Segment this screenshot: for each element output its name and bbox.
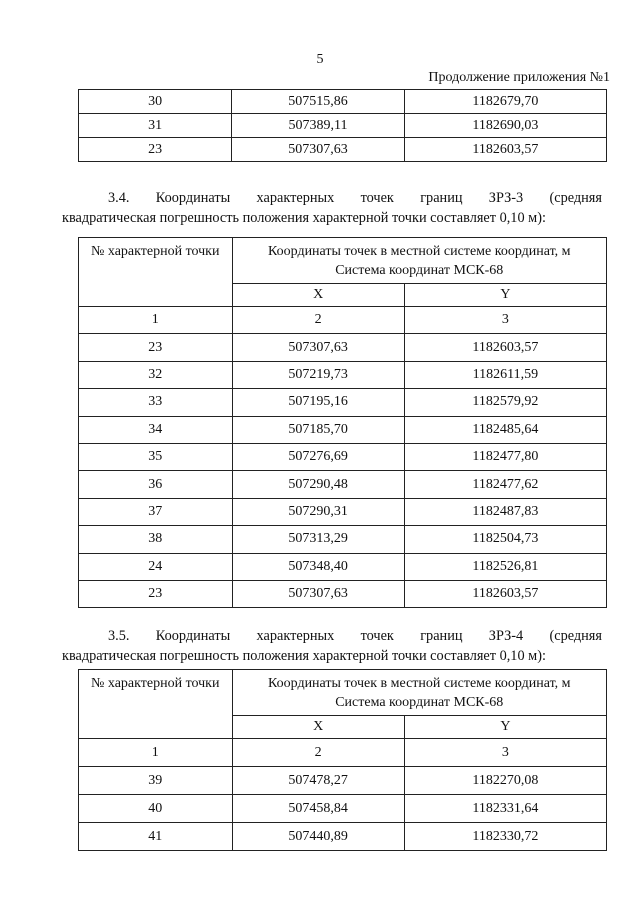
x-coordinate-cell: 507307,63	[232, 580, 404, 607]
zrz4-table-body	[79, 739, 607, 851]
coordinates-table-continued	[78, 89, 607, 162]
x-coordinate-cell: 507478,27	[232, 767, 404, 795]
header-coordinates-line1: Координаты точек в местной системе координат, м	[267, 243, 571, 259]
y-coordinate-cell: 1182477,80	[404, 443, 606, 470]
section-3-5-intro-line2: квадратическая погрешность положения характерной точки составляет 0,10 м):	[62, 648, 546, 664]
y-coordinate-cell: 1182504,73	[404, 526, 606, 553]
point-number-cell: 41	[79, 823, 233, 851]
x-coordinate-cell: 507219,73	[232, 361, 404, 388]
table-row	[79, 767, 607, 795]
point-number-cell: 30	[79, 90, 232, 114]
table-row	[79, 553, 607, 580]
intro-word: Координаты	[155, 190, 231, 206]
point-number-cell: 40	[79, 795, 233, 823]
header-coordinates-line1: Координаты точек в местной системе координат, м	[267, 675, 571, 691]
y-coordinate-cell: 1182331,64	[404, 795, 606, 823]
intro-word: ЗРЗ-4	[488, 628, 524, 644]
y-coordinate-cell: 1182477,62	[404, 471, 606, 498]
y-coordinate-cell: 1182579,92	[404, 389, 606, 416]
coordinates-table-body	[79, 90, 607, 162]
intro-word: 3.5.	[108, 628, 130, 644]
x-coordinate-cell: 507440,89	[232, 823, 404, 851]
section-3-4-intro-line1	[62, 188, 602, 208]
point-number-cell: 36	[79, 471, 233, 498]
table-row	[79, 498, 607, 525]
table-row	[79, 823, 607, 851]
x-coordinate-cell: 2	[232, 739, 404, 767]
intro-word: точек	[360, 628, 394, 644]
intro-word: Координаты	[155, 628, 231, 644]
x-coordinate-cell: 507348,40	[232, 553, 404, 580]
intro-word: (средняя	[549, 190, 602, 206]
x-coordinate-cell: 507195,16	[232, 389, 404, 416]
header-x: X	[232, 716, 404, 739]
y-coordinate-cell: 1182679,70	[404, 90, 606, 114]
y-coordinate-cell: 1182611,59	[404, 361, 606, 388]
y-coordinate-cell: 1182485,64	[404, 416, 606, 443]
table-row	[79, 334, 607, 361]
x-coordinate-cell: 507458,84	[232, 795, 404, 823]
x-coordinate-cell: 507290,31	[232, 498, 404, 525]
header-x: X	[232, 284, 404, 307]
point-number-cell: 33	[79, 389, 233, 416]
intro-word: ЗРЗ-3	[488, 190, 524, 206]
continuation-label: Продолжение приложения №1	[428, 70, 610, 85]
table-row	[79, 389, 607, 416]
point-number-cell: 39	[79, 767, 233, 795]
x-coordinate-cell: 2	[232, 307, 404, 334]
y-coordinate-cell: 1182526,81	[404, 553, 606, 580]
header-coordinates-line2: Система координат МСК-68	[335, 694, 504, 710]
point-number-cell: 1	[79, 307, 233, 334]
x-coordinate-cell: 507276,69	[232, 443, 404, 470]
point-number-cell: 24	[79, 553, 233, 580]
table-row	[79, 138, 607, 162]
y-coordinate-cell: 1182270,08	[404, 767, 606, 795]
y-coordinate-cell: 1182487,83	[404, 498, 606, 525]
point-number-cell: 34	[79, 416, 233, 443]
y-coordinate-cell: 1182603,57	[404, 334, 606, 361]
intro-word: границ	[420, 628, 463, 644]
x-coordinate-cell: 507515,86	[232, 90, 404, 114]
section-3-5-intro	[62, 626, 602, 666]
zrz4-coordinates-table	[78, 669, 607, 851]
zrz3-table-body	[79, 307, 607, 608]
header-coordinates	[232, 670, 606, 716]
header-y: Y	[404, 284, 606, 307]
header-point-number: № характерной точки	[79, 238, 233, 307]
y-coordinate-cell: 1182330,72	[404, 823, 606, 851]
x-coordinate-cell: 507185,70	[232, 416, 404, 443]
section-3-4-intro-line2: квадратическая погрешность положения характерной точки составляет 0,10 м):	[62, 210, 546, 226]
y-coordinate-cell: 3	[404, 739, 606, 767]
table-row	[79, 795, 607, 823]
table-row	[79, 443, 607, 470]
y-coordinate-cell: 1182690,03	[404, 114, 606, 138]
x-coordinate-cell: 507290,48	[232, 471, 404, 498]
point-number-cell: 23	[79, 138, 232, 162]
point-number-cell: 23	[79, 334, 233, 361]
x-coordinate-cell: 507389,11	[232, 114, 404, 138]
point-number-cell: 38	[79, 526, 233, 553]
zrz3-coordinates-table	[78, 237, 607, 608]
section-3-4-intro	[62, 188, 602, 228]
x-coordinate-cell: 507313,29	[232, 526, 404, 553]
y-coordinate-cell: 1182603,57	[404, 138, 606, 162]
point-number-cell: 31	[79, 114, 232, 138]
intro-word: границ	[420, 190, 463, 206]
point-number-cell: 23	[79, 580, 233, 607]
section-3-5-intro-line1	[62, 626, 602, 646]
intro-word: характерных	[256, 628, 335, 644]
intro-word: (средняя	[549, 628, 602, 644]
header-y: Y	[404, 716, 606, 739]
x-coordinate-cell: 507307,63	[232, 334, 404, 361]
table-row	[79, 471, 607, 498]
table-row	[79, 307, 607, 334]
table-row	[79, 416, 607, 443]
intro-word: характерных	[256, 190, 335, 206]
point-number-cell: 37	[79, 498, 233, 525]
table-row	[79, 361, 607, 388]
header-coordinates	[232, 238, 606, 284]
intro-word: 3.4.	[108, 190, 130, 206]
x-coordinate-cell: 507307,63	[232, 138, 404, 162]
point-number-cell: 35	[79, 443, 233, 470]
table-row	[79, 580, 607, 607]
point-number-cell: 32	[79, 361, 233, 388]
table-row	[79, 114, 607, 138]
intro-word: точек	[360, 190, 394, 206]
y-coordinate-cell: 3	[404, 307, 606, 334]
table-row	[79, 739, 607, 767]
point-number-cell: 1	[79, 739, 233, 767]
header-coordinates-line2: Система координат МСК-68	[335, 262, 504, 278]
y-coordinate-cell: 1182603,57	[404, 580, 606, 607]
table-row	[79, 90, 607, 114]
table-row	[79, 526, 607, 553]
page-number: 5	[316, 52, 324, 67]
header-point-number: № характерной точки	[79, 670, 233, 739]
